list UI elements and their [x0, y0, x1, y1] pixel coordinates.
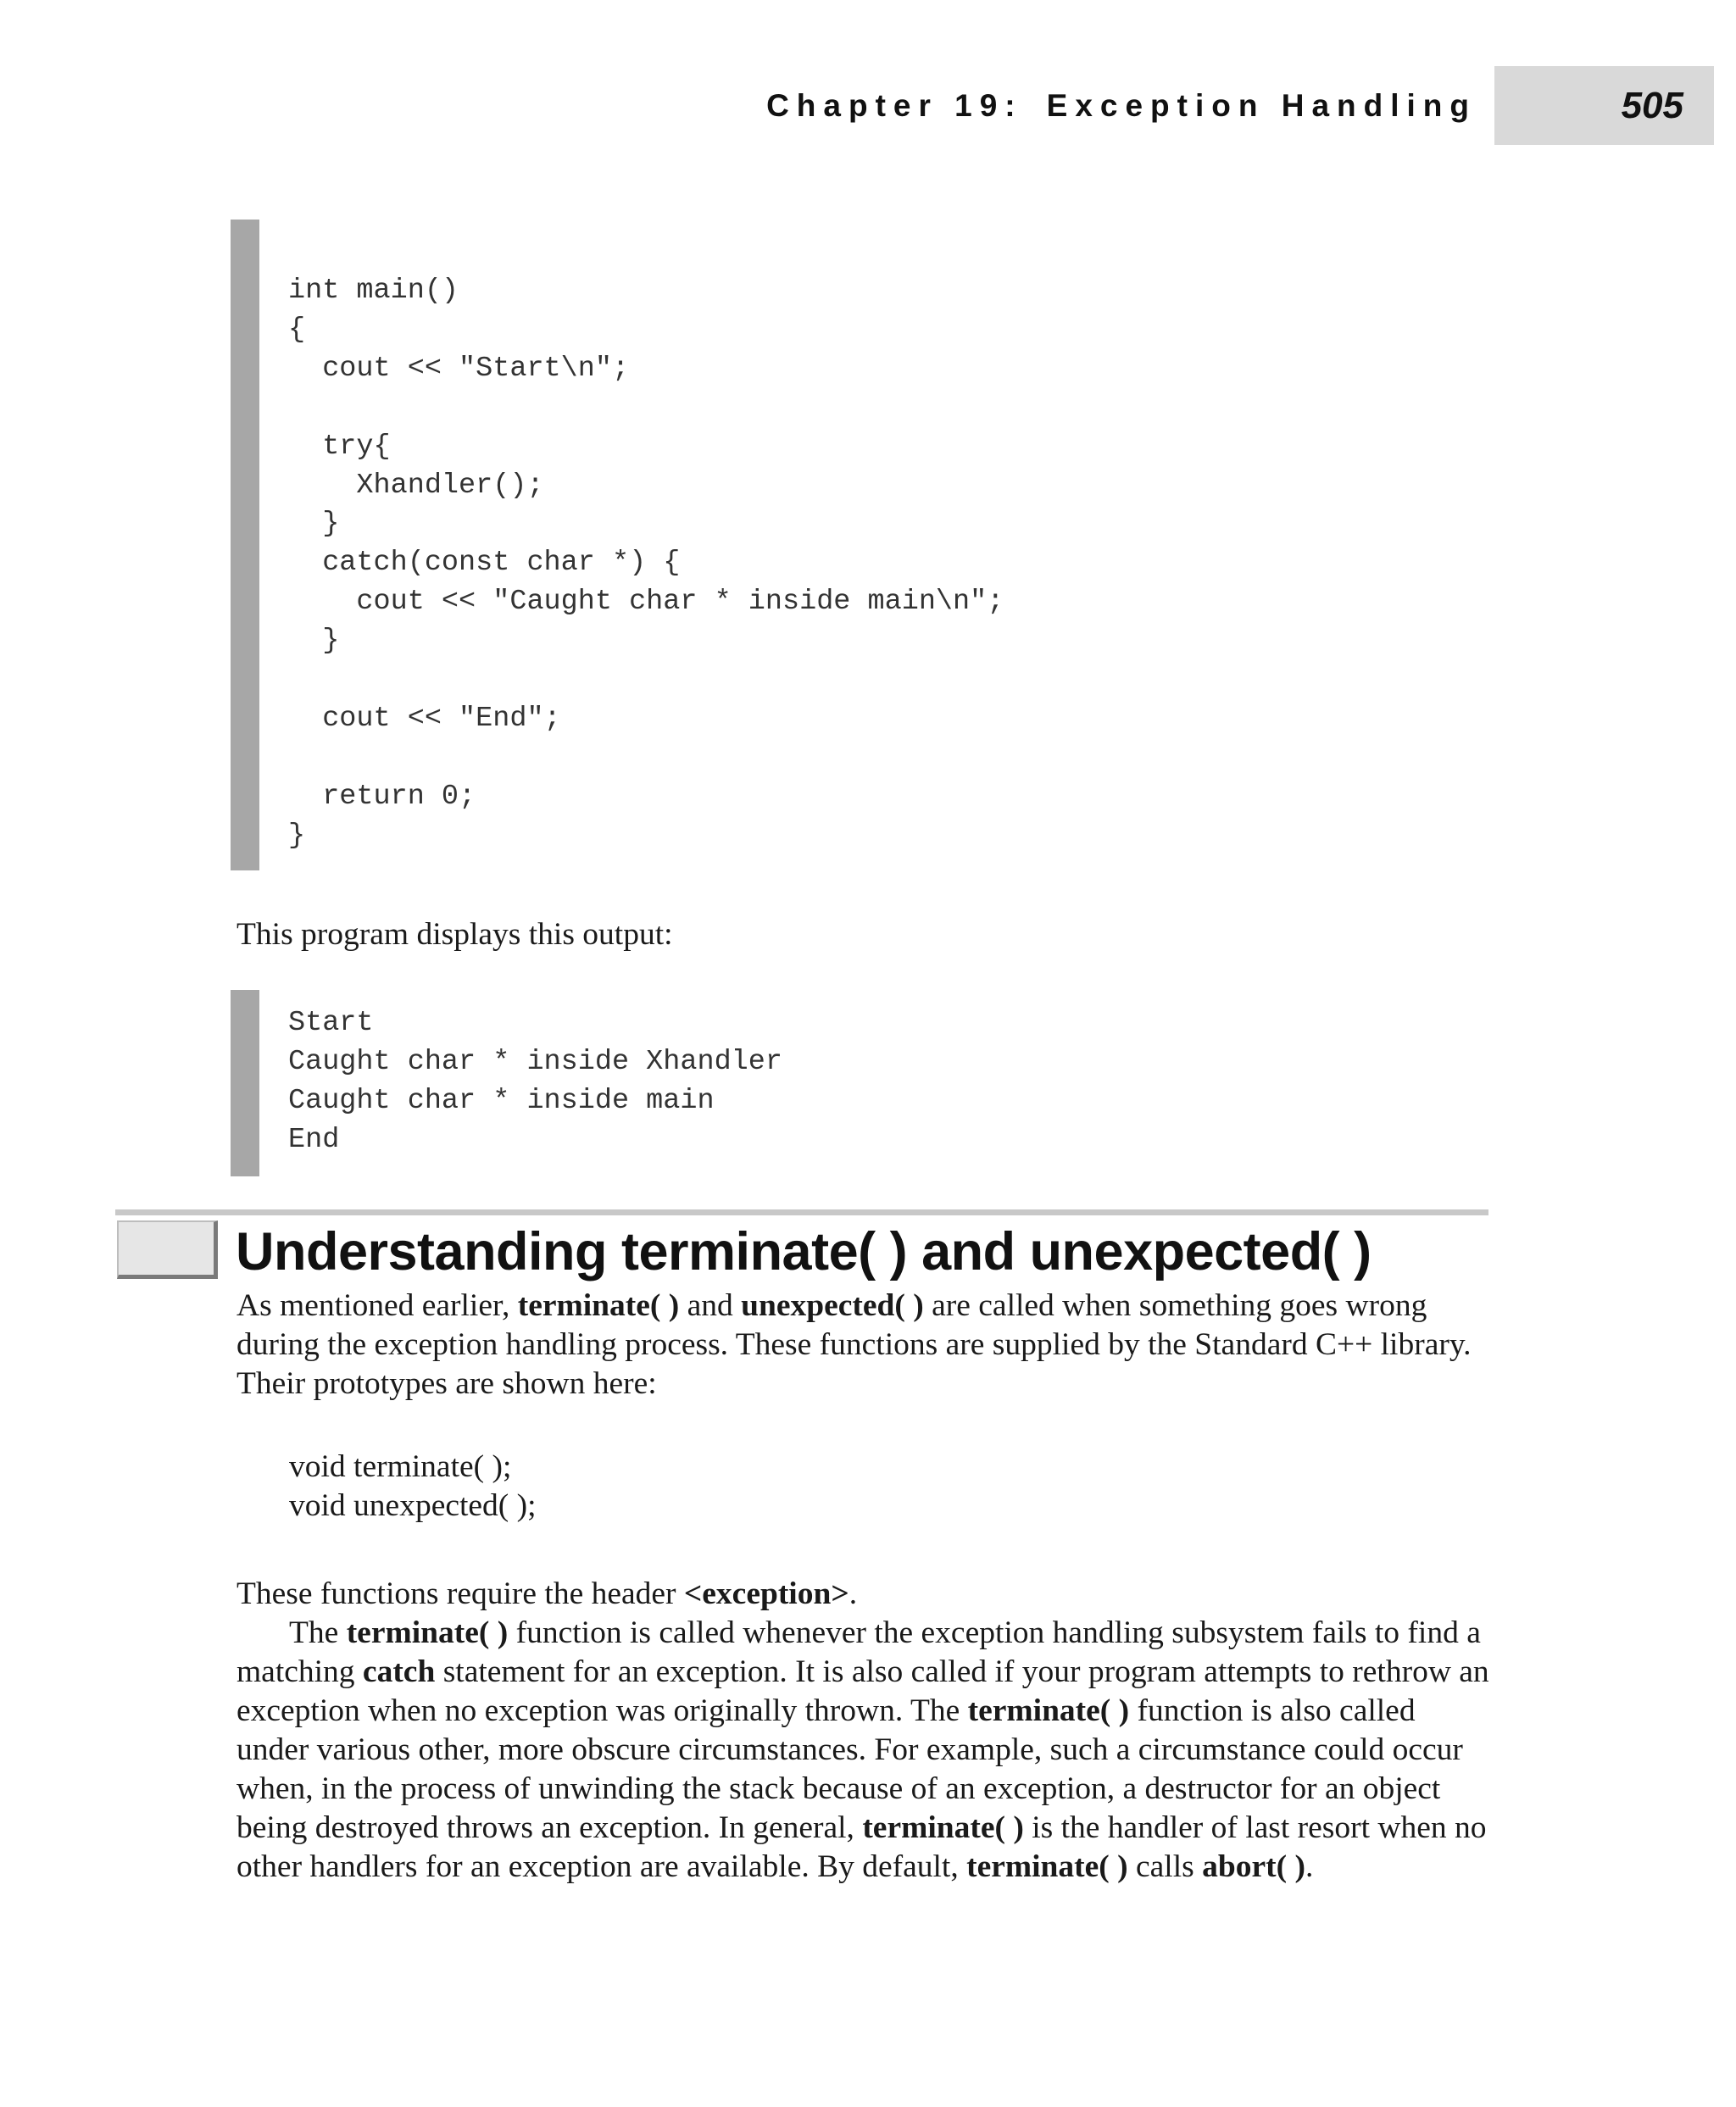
code-sidebar-bar — [231, 220, 259, 870]
paragraph — [236, 1614, 1491, 1887]
text-run: . — [849, 1576, 858, 1611]
page-number: 505 — [1621, 85, 1683, 126]
text-run: function is also called under various other, more obscure circumstances. For example, such a circumstance could occur when, in the process of unwinding the stack because of an exception, a destructor for an object being destroyed throws an exception. In general, — [236, 1693, 1463, 1845]
text-run: . — [1305, 1849, 1314, 1884]
paragraph — [236, 1287, 1491, 1404]
running-header — [0, 0, 1477, 123]
chapter-number: Chapter 19: — [766, 88, 1023, 123]
text-run: function is called whenever the exception handling subsystem fails to find a matching — [236, 1615, 1481, 1689]
bold-term: abort( ) — [1202, 1849, 1305, 1884]
text-run: As mentioned earlier, — [236, 1288, 518, 1323]
section-heading: Understanding terminate( ) and unexpected( ) — [236, 1222, 1372, 1281]
bold-term: unexpected( ) — [741, 1288, 924, 1323]
output-intro-paragraph: This program displays this output: — [236, 917, 673, 952]
code-text: int main() { cout << "Start\n"; try{ Xhandler(); } catch(const char *) { cout << "Caught char * inside main\n"; } cout << "End"; return 0; } — [288, 275, 1004, 852]
text-run: and — [679, 1288, 742, 1323]
chapter-label — [766, 88, 1477, 124]
section-marker-icon — [117, 1220, 218, 1279]
code-sidebar-bar — [231, 990, 259, 1176]
code-text: Start Caught char * inside Xhandler Caught char * inside main End — [288, 1007, 782, 1156]
bold-term: catch — [362, 1654, 436, 1689]
bold-term: terminate( ) — [517, 1288, 680, 1323]
text-run: The — [289, 1615, 347, 1650]
paragraph — [236, 1575, 1491, 1614]
text-run: These functions require the header — [236, 1576, 684, 1611]
bold-term: terminate( ) — [346, 1615, 509, 1650]
section-rule — [115, 1209, 1488, 1215]
page-number-tab — [1494, 66, 1714, 145]
bold-term: <exception> — [683, 1576, 849, 1611]
chapter-title: Exception Handling — [1046, 88, 1477, 123]
prototype-line: void unexpected( ); — [289, 1488, 537, 1523]
text-run: are called when something goes wrong during the exception handling process. These functions are supplied by the Standard C++ library. Their prototypes are shown here: — [236, 1288, 1472, 1401]
text-run: statement for an exception. It is also called if your program attempts to rethrow an exception when no exception was originally thrown. The — [236, 1654, 1489, 1728]
text-run: calls — [1127, 1849, 1203, 1884]
bold-term: terminate( ) — [967, 1693, 1130, 1728]
bold-term: terminate( ) — [966, 1849, 1128, 1884]
text-run: is the handler of last resort when no other handlers for an exception are available. By default, — [236, 1810, 1487, 1884]
prototype-list — [289, 1448, 537, 1526]
bold-term: terminate( ) — [862, 1810, 1024, 1845]
prototype-line: void terminate( ); — [289, 1449, 512, 1484]
